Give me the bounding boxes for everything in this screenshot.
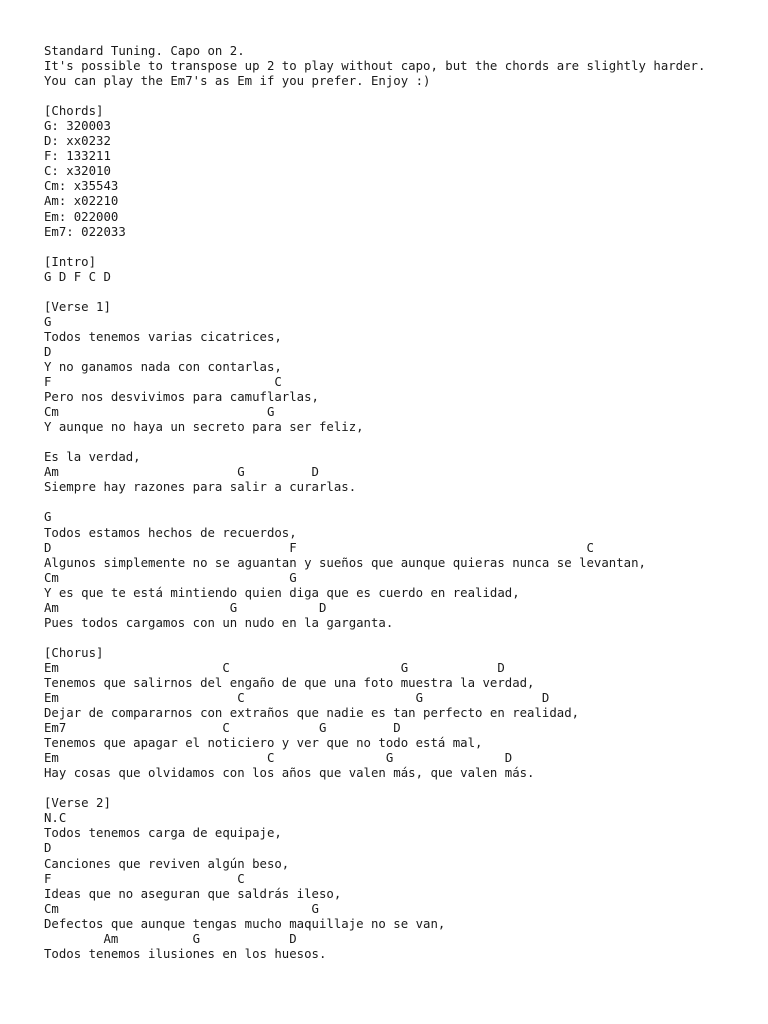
lyric-line: Tenemos que salirnos del engaño de que una foto muestra la verdad,: [44, 675, 535, 690]
lyric-line: Defectos que aunque tengas mucho maquillaje no se van,: [44, 916, 446, 931]
lyric-line: Ideas que no aseguran que saldrás ileso,: [44, 886, 342, 901]
chord-line: Cm G: [44, 570, 297, 585]
lyric-line: Hay cosas que olvidamos con los años que valen más, que valen más.: [44, 766, 535, 781]
lyric-line: Todos tenemos carga de equipaje,: [44, 826, 282, 841]
chord-definition: Em7: 022033: [44, 224, 126, 239]
chord-definition: Cm: x35543: [44, 179, 119, 194]
chord-line: Em7 C G D: [44, 721, 401, 736]
chord-line: F C: [44, 871, 245, 886]
blank-line: [44, 781, 764, 796]
lyric-line: Es la verdad,: [44, 450, 141, 465]
chord-sheet: [44, 44, 764, 962]
section-heading: [Verse 1]: [44, 299, 111, 314]
blank-line: [44, 89, 764, 104]
chord-line: Am G D: [44, 931, 297, 946]
chord-line: Am G D: [44, 465, 319, 480]
chord-line: Em C G D: [44, 751, 513, 766]
chord-line: G: [44, 510, 52, 525]
chord-line: N.C: [44, 811, 67, 826]
lyric-line: Tenemos que apagar el noticiero y ver que no todo está mal,: [44, 736, 483, 751]
section-heading: [Chorus]: [44, 645, 104, 660]
section-heading: [Verse 2]: [44, 796, 111, 811]
chord-definition: C: x32010: [44, 164, 111, 179]
lyric-line: Todos tenemos varias cicatrices,: [44, 329, 282, 344]
header-line: It's possible to transpose up 2 to play without capo, but the chords are slightly harder.: [44, 59, 706, 74]
chord-line: Em C G D: [44, 691, 550, 706]
header-line: Standard Tuning. Capo on 2.: [44, 44, 245, 58]
lyric-line: Y aunque no haya un secreto para ser feliz,: [44, 420, 364, 435]
lyric-line: Siempre hay razones para salir a curarlas.: [44, 480, 357, 495]
blank-line: [44, 495, 764, 510]
chord-line: D: [44, 344, 52, 359]
lyric-line: Y no ganamos nada con contarlas,: [44, 359, 282, 374]
chord-definition: F: 133211: [44, 149, 111, 164]
chord-line: D: [44, 841, 52, 856]
lyric-line: Algunos simplemente no se aguantan y sueños que aunque quieras nunca se levantan,: [44, 555, 646, 570]
lyric-line: Canciones que reviven algún beso,: [44, 856, 290, 871]
chord-line: G D F C D: [44, 269, 111, 284]
lyric-line: Pues todos cargamos con un nudo en la garganta.: [44, 615, 394, 630]
chord-line: Cm G: [44, 901, 319, 916]
lyric-line: Todos tenemos ilusiones en los huesos.: [44, 946, 327, 961]
chord-line: Em C G D: [44, 660, 505, 675]
section-heading: [Chords]: [44, 104, 104, 119]
blank-line: [44, 435, 764, 450]
section-heading: [Intro]: [44, 254, 97, 269]
lyric-line: Todos estamos hechos de recuerdos,: [44, 525, 297, 540]
chord-line: Am G D: [44, 600, 327, 615]
blank-line: [44, 631, 764, 646]
chord-line: G: [44, 314, 52, 329]
chord-definition: G: 320003: [44, 119, 111, 134]
blank-line: [44, 285, 764, 300]
header-line: You can play the Em7's as Em if you prefer. Enjoy :): [44, 74, 431, 89]
chord-definition: D: xx0232: [44, 134, 111, 149]
lyric-line: Y es que te está mintiendo quien diga que es cuerdo en realidad,: [44, 585, 520, 600]
chord-definition: Em: 022000: [44, 209, 119, 224]
lyric-line: Dejar de compararnos con extraños que nadie es tan perfecto en realidad,: [44, 706, 580, 721]
blank-line: [44, 240, 764, 255]
chord-line: Cm G: [44, 405, 275, 420]
chord-definition: Am: x02210: [44, 194, 119, 209]
chord-line: D F C: [44, 540, 594, 555]
lyric-line: Pero nos desvivimos para camuflarlas,: [44, 390, 319, 405]
chord-line: F C: [44, 375, 282, 390]
